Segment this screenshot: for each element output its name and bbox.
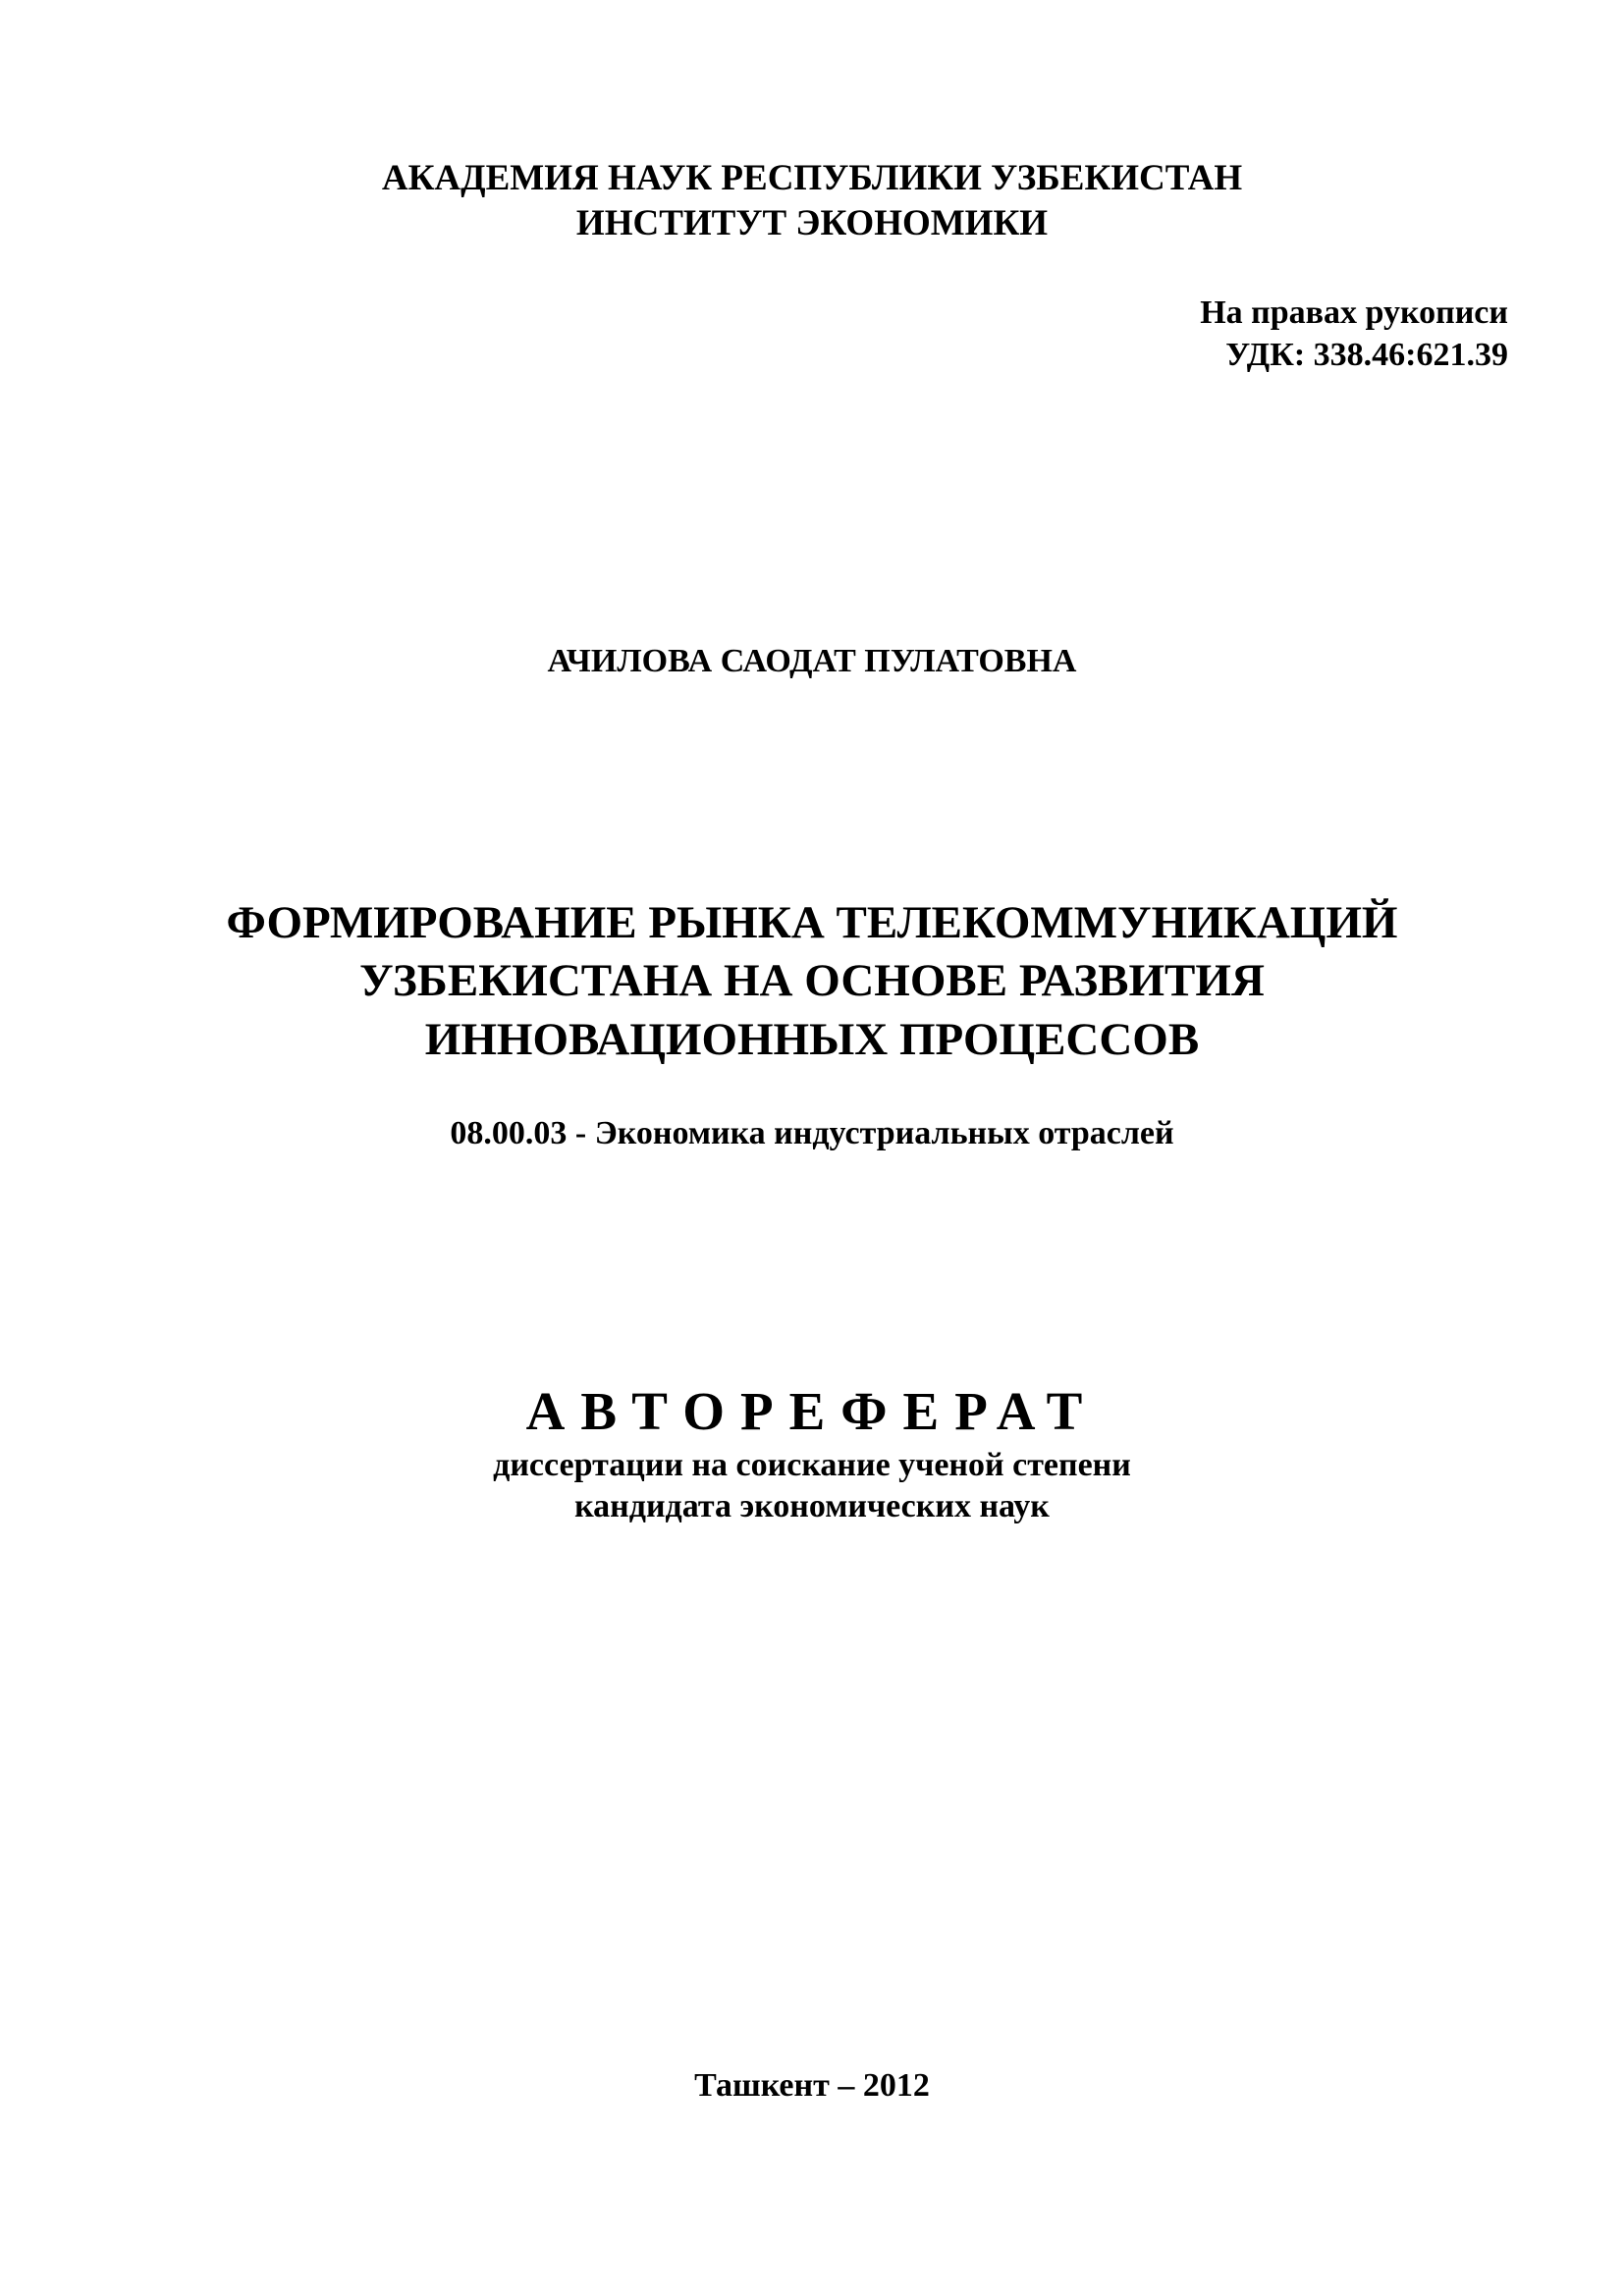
author-name: АЧИЛОВА САОДАТ ПУЛАТОВНА (547, 643, 1077, 679)
udc-code: УДК: 338.46:621.39 (1225, 337, 1508, 373)
academy-name: АКАДЕМИЯ НАУК РЕСПУБЛИКИ УЗБЕКИСТАН (381, 158, 1243, 198)
document-type: АВТОРЕФЕРАТ (525, 1381, 1099, 1441)
city-year: Ташкент – 2012 (694, 2067, 930, 2104)
thesis-title-line-2: УЗБЕКИСТАНА НА ОСНОВЕ РАЗВИТИЯ (359, 955, 1265, 1006)
manuscript-rights-note: На правах рукописи (1200, 294, 1508, 331)
thesis-title-line-1: ФОРМИРОВАНИЕ РЫНКА ТЕЛЕКОММУНИКАЦИЙ (226, 897, 1398, 948)
institute-name: ИНСТИТУТ ЭКОНОМИКИ (575, 203, 1049, 243)
thesis-title-line-3: ИННОВАЦИОННЫХ ПРОЦЕССОВ (424, 1014, 1200, 1065)
specialty-code: 08.00.03 - Экономика индустриальных отраслей (450, 1115, 1174, 1151)
degree-line-1: диссертации на соискание ученой степени (493, 1447, 1131, 1483)
degree-line-2: кандидата экономических наук (574, 1488, 1050, 1524)
